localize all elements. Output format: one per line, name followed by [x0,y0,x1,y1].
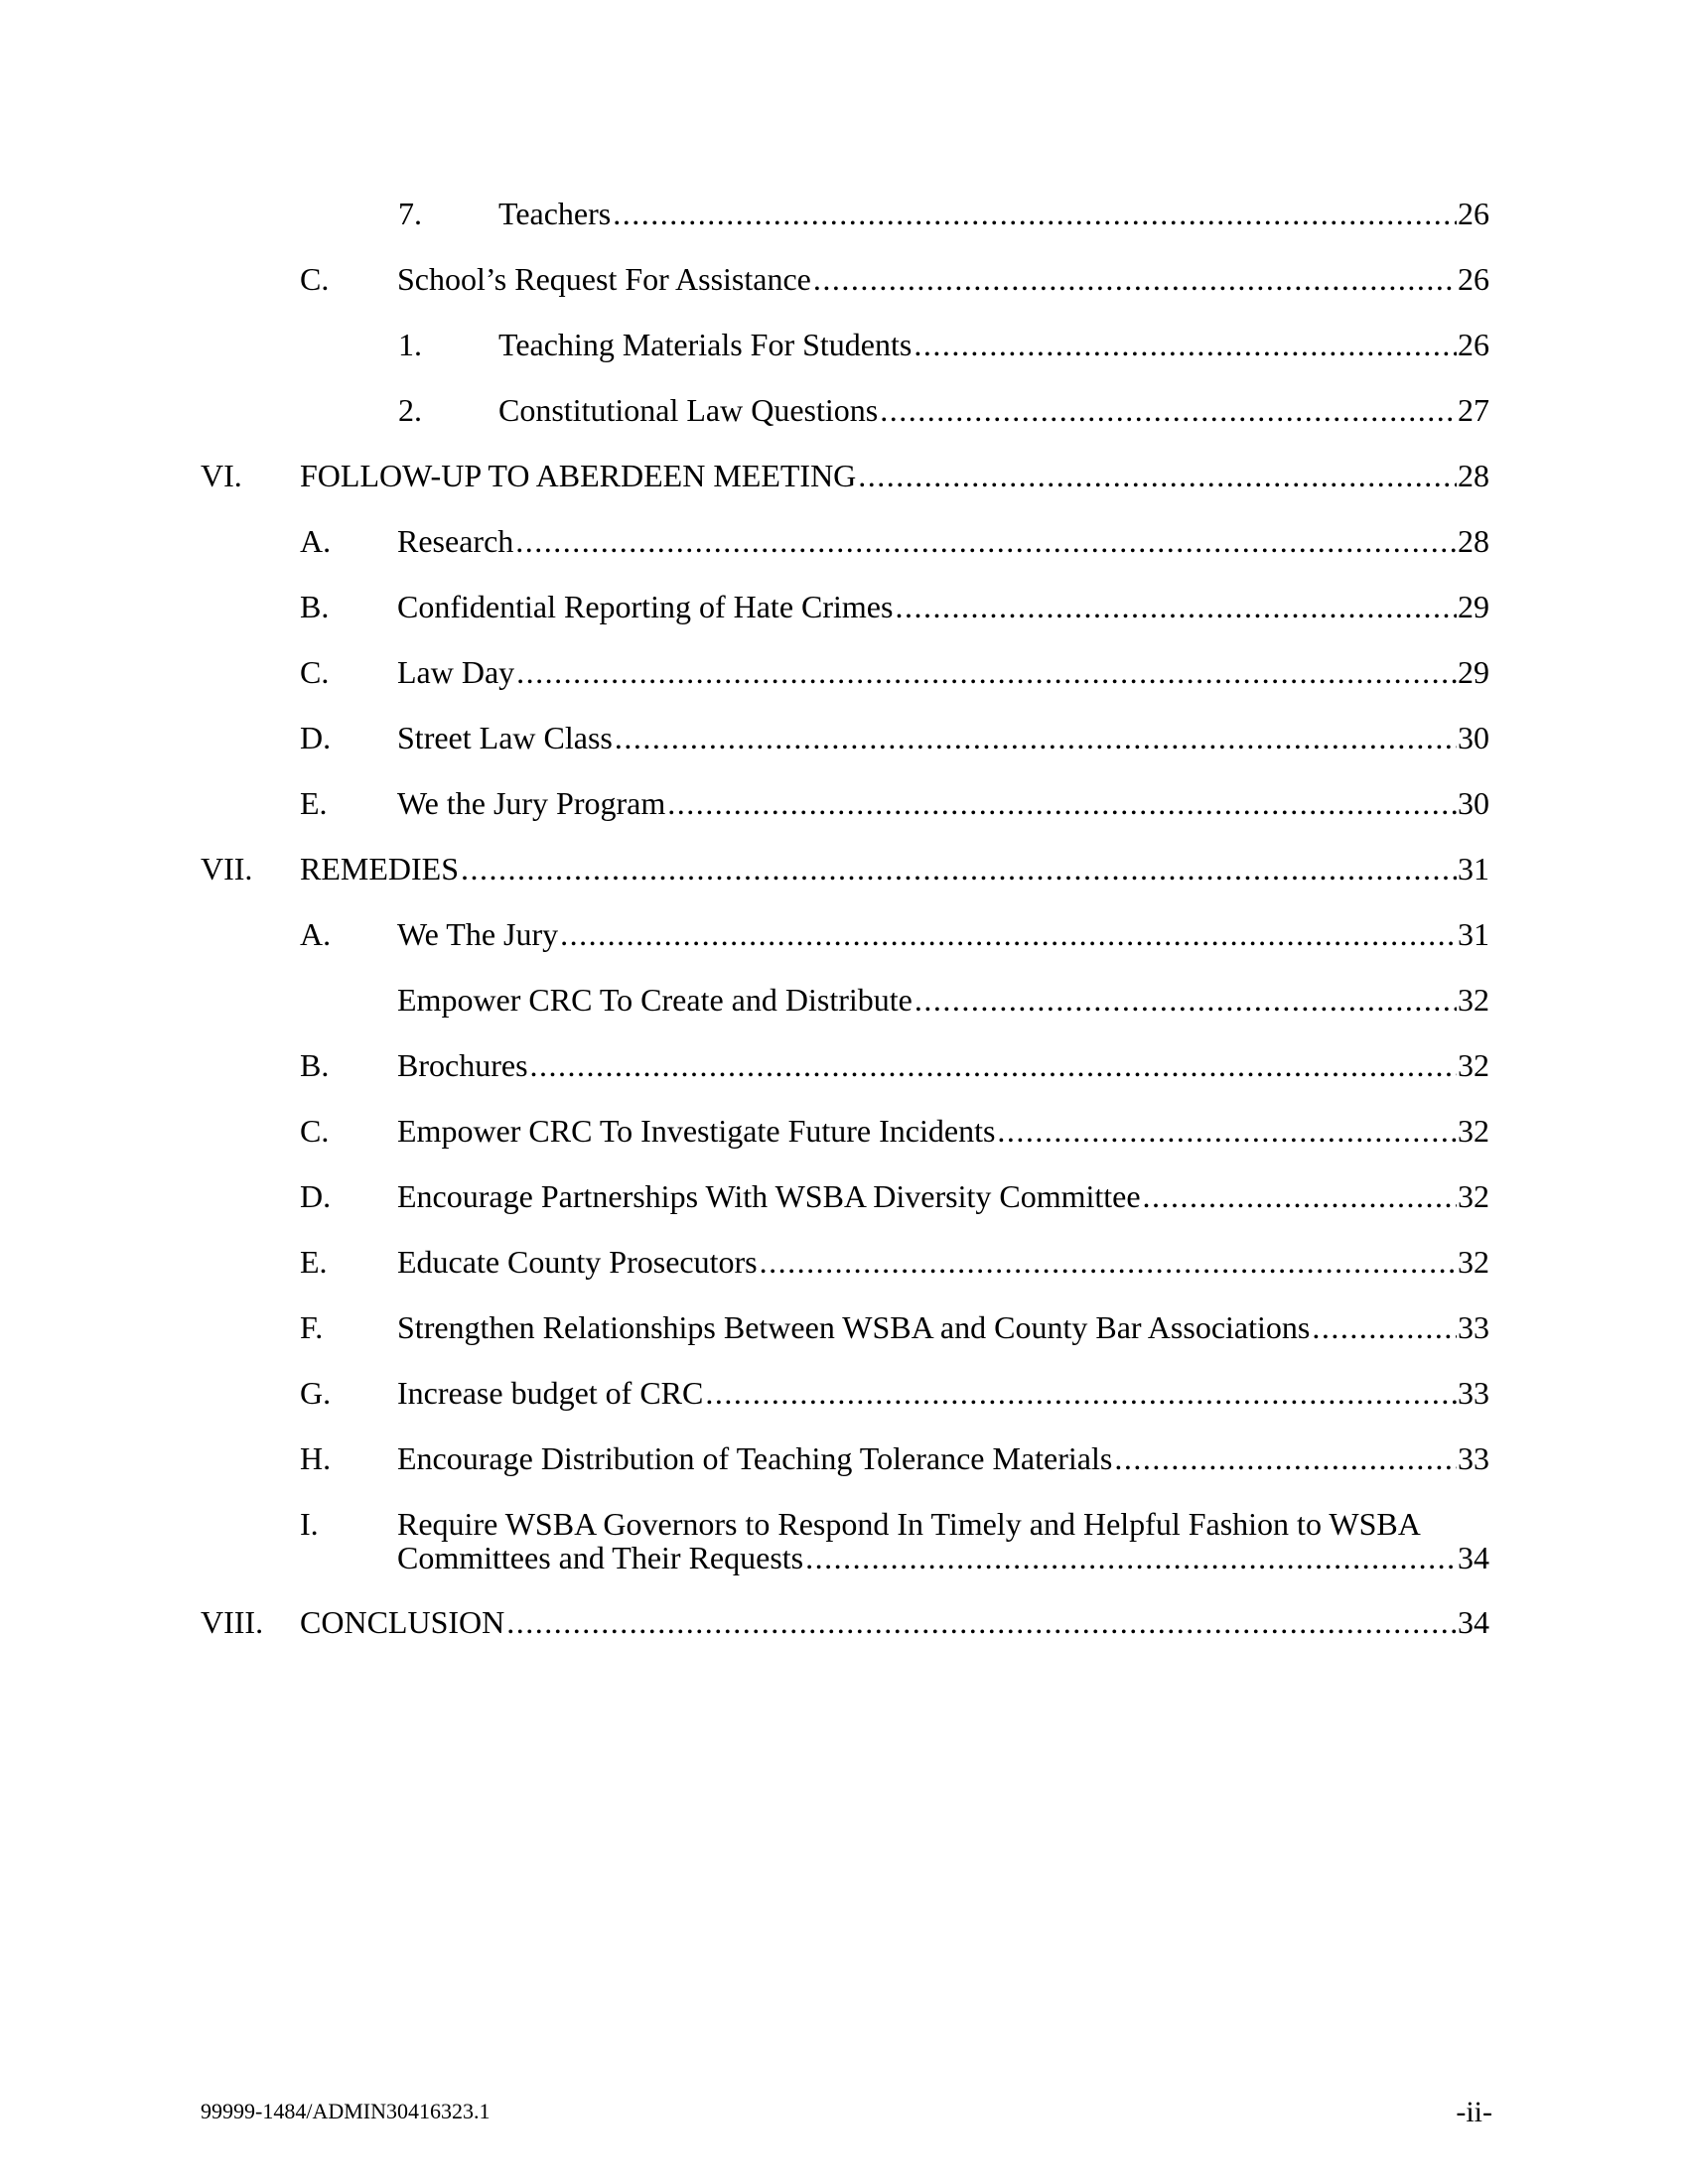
entry-number: E. [300,1244,328,1280]
entry-number: F. [300,1309,324,1345]
entry-line [397,1376,1489,1410]
entry-number: 7. [398,196,422,231]
entry-title[interactable]: Encourage Partnerships With WSBA Diversity Committee [397,1178,1141,1214]
entry-number: I. [300,1506,319,1542]
entry-page[interactable]: 32 [1458,1047,1489,1083]
entry-title[interactable]: Empower CRC To Investigate Future Incidents [397,1113,996,1149]
dot-leader [914,983,1457,1017]
entry-number: VI. [201,458,242,493]
footer-document-id: 99999-1484/ADMIN30416323.1 [201,2099,491,2123]
entry-page[interactable]: 26 [1458,261,1489,297]
entry-line [300,1605,1489,1639]
entry-page[interactable]: 32 [1458,1178,1489,1214]
entry-title[interactable]: Teachers [498,196,612,231]
entry-line [397,590,1489,623]
entry-line [397,721,1489,754]
dot-leader [1143,1179,1457,1213]
entry-number: 1. [398,327,422,362]
entry-number: B. [300,589,330,624]
entry-line [397,524,1489,558]
entry-title[interactable]: We the Jury Program [397,785,666,821]
dot-leader [516,655,1457,689]
entry-title[interactable]: School’s Request For Assistance [397,261,811,297]
entry-line [397,262,1489,296]
entry-page[interactable]: 32 [1458,1113,1489,1149]
entry-line [397,1245,1489,1279]
dot-leader [880,393,1457,427]
entry-line [397,1179,1489,1213]
dot-leader [805,1541,1457,1574]
entry-title[interactable]: Empower CRC To Create and Distribute [397,982,913,1018]
entry-page[interactable]: 29 [1458,654,1489,690]
entry-page[interactable]: 30 [1458,785,1489,821]
entry-page[interactable]: 34 [1458,1540,1489,1575]
entry-title-line2[interactable]: Committees and Their Requests [397,1540,804,1575]
dot-leader [1114,1441,1457,1475]
dot-leader [560,917,1457,951]
entry-title[interactable]: CONCLUSION [300,1604,505,1640]
entry-page[interactable]: 28 [1458,523,1489,559]
entry-page[interactable]: 30 [1458,720,1489,755]
entry-number: A. [300,916,332,952]
entry-page[interactable]: 28 [1458,458,1489,493]
dot-leader [914,328,1457,361]
dot-leader [515,524,1457,558]
dot-leader [813,262,1457,296]
dot-leader [895,590,1457,623]
entry-line [397,1441,1489,1475]
entry-title[interactable]: Research [397,523,514,559]
dot-leader [760,1245,1457,1279]
dot-leader [1312,1310,1457,1344]
entry-line [498,328,1489,361]
entry-title[interactable]: Educate County Prosecutors [397,1244,758,1280]
entry-title[interactable]: Increase budget of CRC [397,1375,704,1411]
entry-number: E. [300,785,328,821]
dot-leader [613,197,1457,230]
entry-line [397,983,1489,1017]
entry-line [397,655,1489,689]
dot-leader [705,1376,1457,1410]
entry-number: B. [300,1047,330,1083]
entry-page[interactable]: 26 [1458,196,1489,231]
entry-line [397,1310,1489,1344]
entry-title[interactable]: REMEDIES [300,851,459,887]
entry-line [300,459,1489,492]
dot-leader [858,459,1457,492]
dot-leader [461,852,1457,886]
entry-title[interactable]: Law Day [397,654,515,690]
dot-leader [997,1114,1457,1148]
entry-number: A. [300,523,332,559]
entry-title[interactable]: Confidential Reporting of Hate Crimes [397,589,894,624]
entry-number: VIII. [201,1604,264,1640]
entry-number: C. [300,261,330,297]
entry-line [300,852,1489,886]
entry-page[interactable]: 32 [1458,982,1489,1018]
dot-leader [667,786,1457,820]
entry-number: 2. [398,392,422,428]
entry-line [397,786,1489,820]
dot-leader [530,1048,1457,1082]
entry-number: VII. [201,851,253,887]
entry-title-line1[interactable]: Require WSBA Governors to Respond In Timely and Helpful Fashion to WSBA [397,1506,1421,1542]
entry-page[interactable]: 33 [1458,1440,1489,1476]
entry-page[interactable]: 31 [1458,916,1489,952]
dot-leader [506,1605,1457,1639]
entry-title[interactable]: Strengthen Relationships Between WSBA and County Bar Associations [397,1309,1311,1345]
dot-leader [615,721,1457,754]
entry-number: C. [300,1113,330,1149]
entry-page[interactable]: 26 [1458,327,1489,362]
entry-line [397,917,1489,951]
entry-line [498,197,1489,230]
entry-number: D. [300,720,332,755]
entry-number: C. [300,654,330,690]
entry-title[interactable]: Encourage Distribution of Teaching Tolerance Materials [397,1440,1113,1476]
entry-page[interactable]: 29 [1458,589,1489,624]
entry-page[interactable]: 33 [1458,1375,1489,1411]
entry-title[interactable]: Brochures [397,1047,528,1083]
entry-page[interactable]: 31 [1458,851,1489,887]
entry-title[interactable]: Constitutional Law Questions [498,392,879,428]
entry-title[interactable]: We The Jury [397,916,559,952]
entry-line [498,393,1489,427]
entry-multiline [397,1507,1489,1574]
entry-page[interactable]: 34 [1458,1604,1489,1640]
entry-line [397,1541,1489,1574]
entry-title[interactable]: Teaching Materials For Students [498,327,913,362]
entry-number: D. [300,1178,332,1214]
entry-number: G. [300,1375,332,1411]
entry-page[interactable]: 32 [1458,1244,1489,1280]
entry-number: H. [300,1440,332,1476]
entry-line [397,1048,1489,1082]
entry-page[interactable]: 33 [1458,1309,1489,1345]
entry-title[interactable]: Street Law Class [397,720,613,755]
entry-page[interactable]: 27 [1458,392,1489,428]
entry-line [397,1114,1489,1148]
entry-title[interactable]: FOLLOW-UP TO ABERDEEN MEETING [300,458,857,493]
footer-page-number: -ii- [1456,2096,1492,2128]
